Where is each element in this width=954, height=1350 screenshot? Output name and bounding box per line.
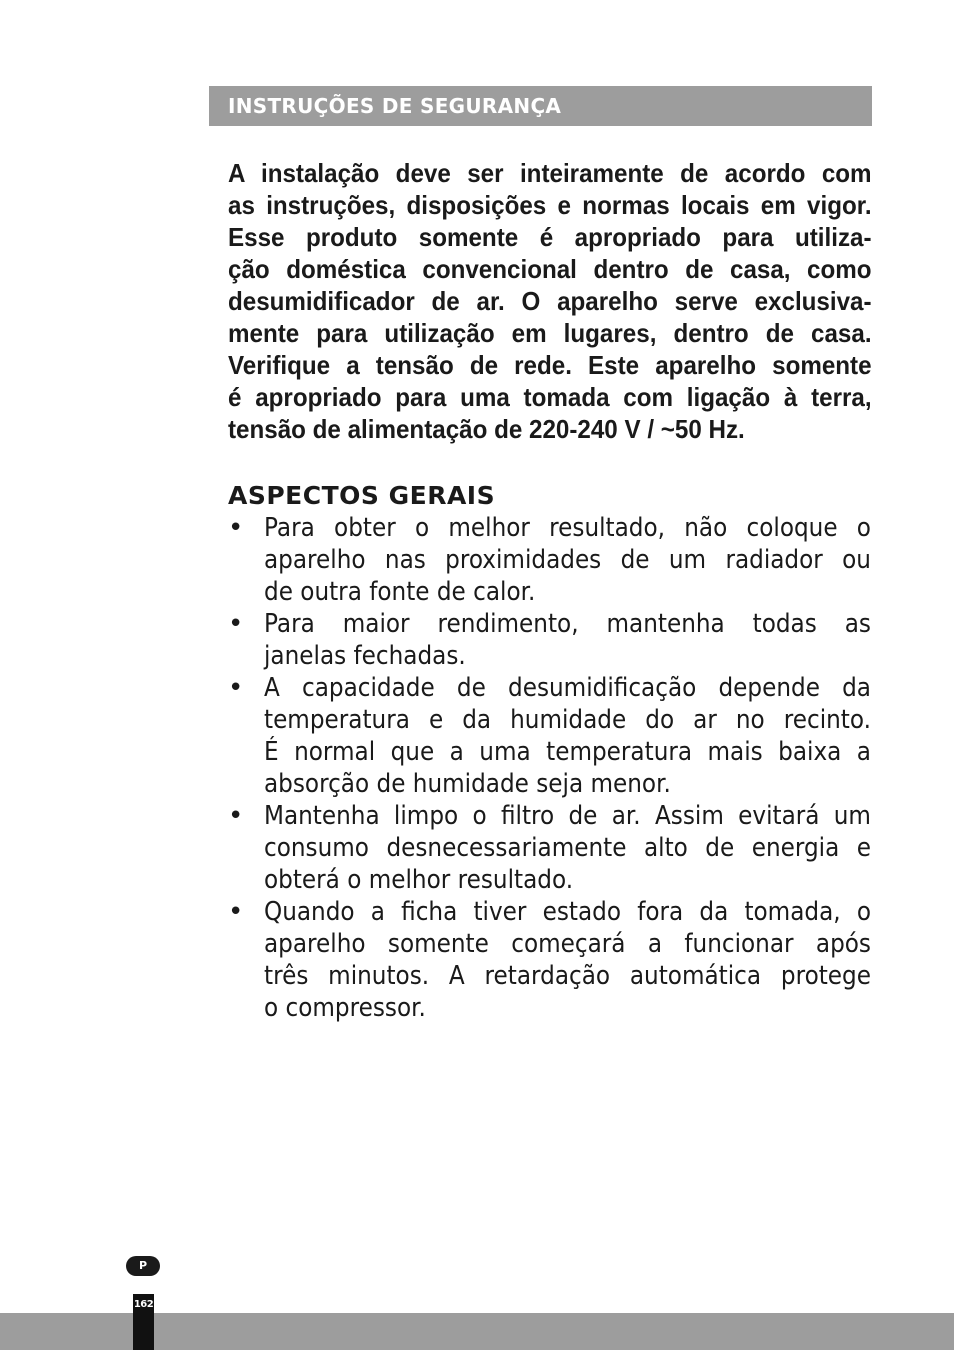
list-item-line: aparelho nas proximidades de um radiador ou xyxy=(264,545,871,575)
list-item-line: Mantenha limpo o filtro de ar. Assim evitará um xyxy=(264,801,871,831)
list-item-line: o compressor. xyxy=(264,993,426,1023)
list-item-line: absorção de humidade seja menor. xyxy=(264,769,671,799)
list-item-line: aparelho somente começará a funcionar após xyxy=(264,929,871,959)
list-item xyxy=(228,672,872,800)
page-number-tab xyxy=(133,1294,154,1350)
section-title: ASPECTOS GERAIS xyxy=(228,481,496,510)
list-item-line: Para maior rendimento, mantenha todas as xyxy=(264,609,871,639)
list-item-line: A capacidade de desumidificação depende da xyxy=(264,673,871,703)
intro-line: as instruções, disposições e normas locais em vigor. xyxy=(228,190,872,220)
list-item xyxy=(228,800,872,896)
list-item xyxy=(228,512,872,608)
section-header-bar xyxy=(209,86,872,126)
list-item-line: Quando a ficha tiver estado fora da tomada, o xyxy=(264,897,871,927)
list-item-line: Para obter o melhor resultado, não coloque o xyxy=(264,513,871,543)
intro-line: mente para utilização em lugares, dentro de casa. xyxy=(228,318,872,348)
bullet-icon: • xyxy=(228,673,244,703)
list-item-line: obterá o melhor resultado. xyxy=(264,865,574,895)
list-item-text xyxy=(264,512,871,608)
list-item-line: consumo desnecessariamente alto de energia e xyxy=(264,833,871,863)
list-item xyxy=(228,608,872,672)
list-item-line: três minutos. A retardação automática protege xyxy=(264,961,871,991)
bullet-list xyxy=(228,512,872,1024)
intro-line: Esse produto somente é apropriado para utiliza- xyxy=(228,222,872,252)
intro-line: tensão de alimentação de 220-240 V / ~50 Hz. xyxy=(228,414,745,444)
language-badge: P xyxy=(126,1256,160,1276)
bullet-icon: • xyxy=(228,513,244,543)
intro-paragraph xyxy=(228,157,872,445)
intro-line: é apropriado para uma tomada com ligação à terra, xyxy=(228,382,872,412)
list-item-text xyxy=(264,672,871,800)
section-header-title: INSTRUÇÕES DE SEGURANÇA xyxy=(228,94,562,118)
intro-block xyxy=(228,157,872,445)
list-item-text xyxy=(264,896,871,1024)
bullet-icon: • xyxy=(228,897,244,927)
list-item-text xyxy=(264,608,871,672)
list-item-line: temperatura e da humidade do ar no recinto. xyxy=(264,705,871,735)
intro-line: ção doméstica convencional dentro de casa, como xyxy=(228,254,872,284)
intro-line: desumidificador de ar. O aparelho serve exclusiva- xyxy=(228,286,872,316)
bullet-icon: • xyxy=(228,801,244,831)
list-item xyxy=(228,896,872,1024)
list-item-line: de outra fonte de calor. xyxy=(264,577,536,607)
intro-line: Verifique a tensão de rede. Este aparelho somente xyxy=(228,350,872,380)
page-number: 162 xyxy=(133,1299,154,1310)
bullet-icon: • xyxy=(228,609,244,639)
list-item-line: janelas fechadas. xyxy=(264,641,466,671)
list-item-text xyxy=(264,800,871,896)
intro-line: A instalação deve ser inteiramente de acordo com xyxy=(228,158,872,188)
list-item-line: É normal que a uma temperatura mais baixa a xyxy=(264,737,871,767)
